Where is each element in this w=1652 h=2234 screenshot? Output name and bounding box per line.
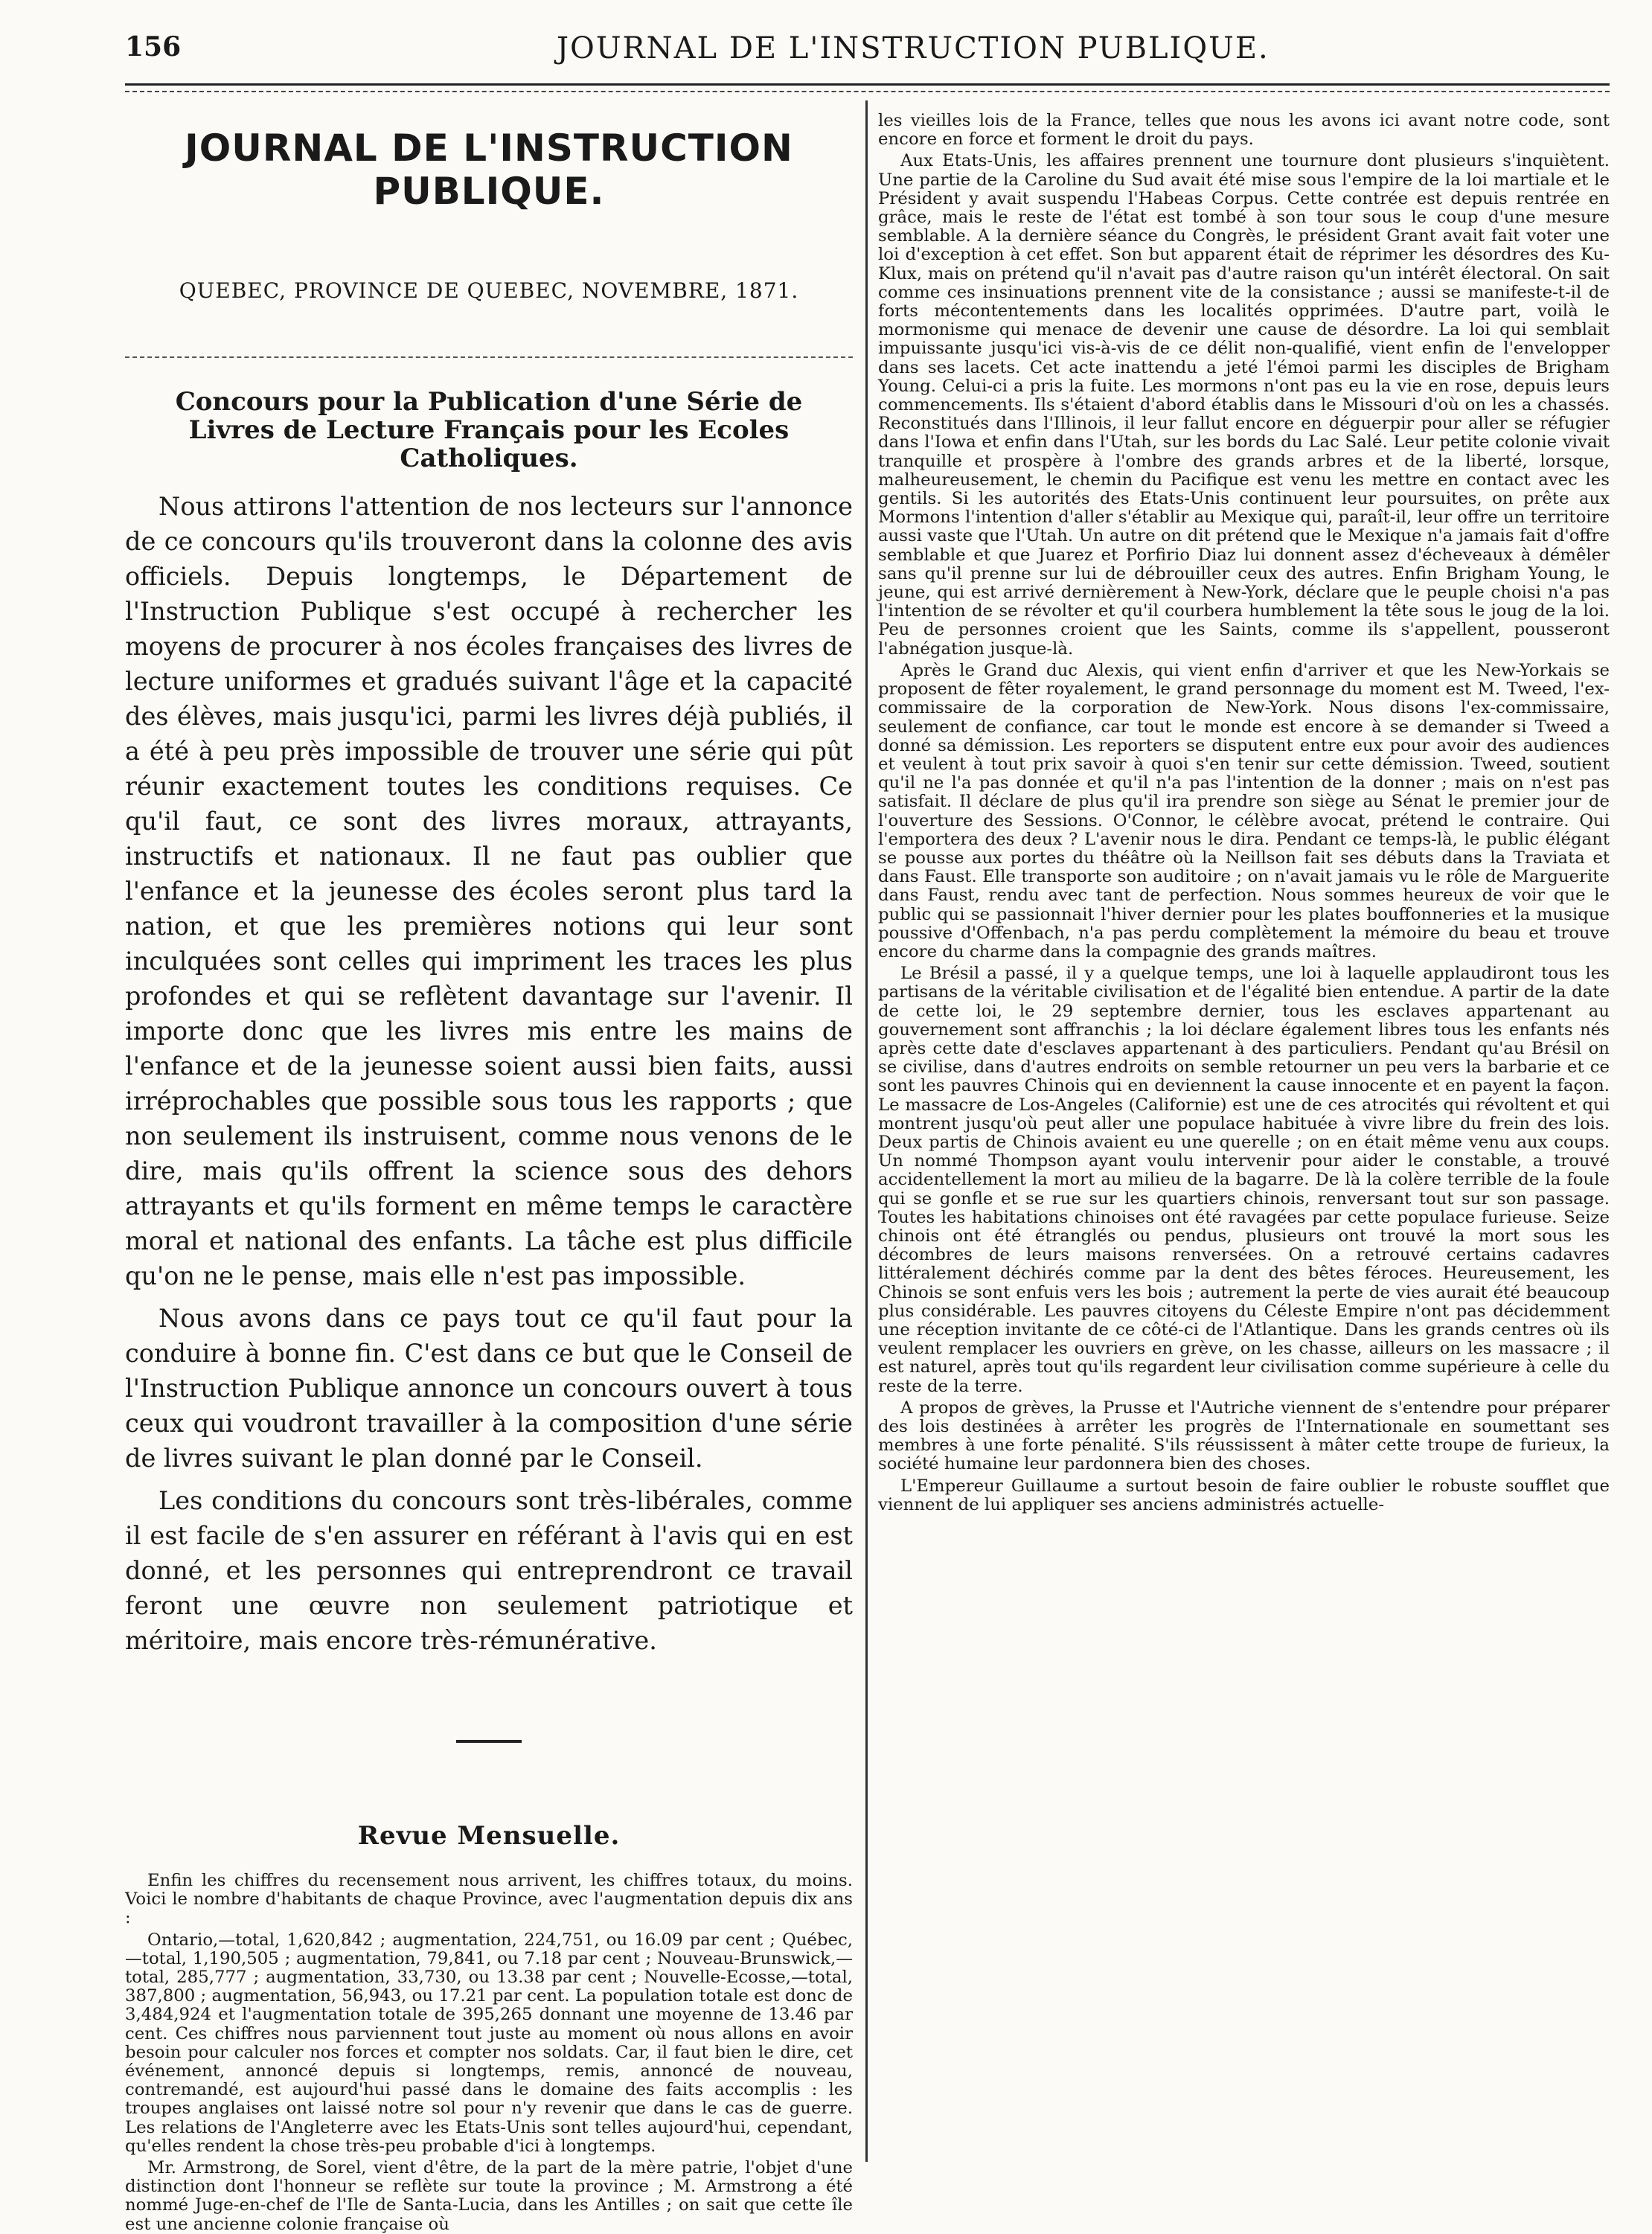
revue-heading: Revue Mensuelle.	[357, 1821, 621, 1851]
concours-heading: Concours pour la Publication d'une Série de Livres de Lecture Français pour les Ecoles Catholiques.	[175, 387, 803, 473]
article-paragraph: Mr. Armstrong, de Sorel, vient d'être, de la part de la mère patrie, l'objet d'une distinction dont l'honneur se reflète sur toute la province ; M. Armstrong a été nommé Juge-en-chef de l'Ile de Santa-Lucia, dans les Antilles ; on sait que cette île est une ancienne colonie française où	[125, 2158, 853, 2234]
article-paragraph: Nous avons dans ce pays tout ce qu'il faut pour la conduire à bonne fin. C'est dans ce but que le Conseil de l'Instruction Publique annonce un concours ouvert à tous ceux qui voudront travailler à la composition d'une série de livres suivant le plan donné par le Conseil.	[125, 1304, 853, 1473]
running-head	[125, 31, 1610, 76]
right-column	[878, 112, 1610, 2166]
page-number: 156	[125, 31, 182, 63]
article-paragraph: les vieilles lois de la France, telles que nous les avons ici avant notre code, sont encore en force et forment le droit du pays.	[878, 111, 1610, 150]
dateline-rule	[125, 356, 853, 358]
header-rule	[125, 83, 1610, 86]
revue-left-text	[125, 1872, 853, 2234]
article-paragraph: Aux Etats-Unis, les affaires prennent une tournure dont plusieurs s'inquiètent. Une partie de la Caroline du Sud avait été mise sous l'empire de la loi martiale et le Président y avait suspendu l'Habeas Corpus. Cette contrée est depuis rentrée en grâce, mais le reste de l'état est tombé à son tour sous le coup d'une mesure semblable. A la dernière séance du Congrès, le président Grant avait fait voter une loi d'exception à cet effet. Son but apparent était de réprimer les désordres des Ku-Klux, mais on prétend qu'il n'avait pas d'autre raison qu'un intérêt électoral. On sait comme ces insinuations prennent vite de la consistance ; aussi se manifeste-t-il de forts mécontentements dans les localités opprimées. D'autre part, voilà le mormonisme qui menace de devenir une cause de désordre. La loi qui semblait impuissante jusqu'ici vis-à-vis de ce délit non-qualifié, vient enfin de l'envelopper dans ses lacets. Cet acte inattendu a jeté l'émoi parmi les disciples de Brigham Young. Celui-ci a pris la fuite. Les mormons n'ont pas eu la vie en rose, depuis leurs commencements. Ils s'étaient d'abord établis dans le Missouri d'où on les a chassés. Reconstitués dans l'Illinois, il leur fallut encore en déguerpir pour aller se réfugier dans l'Iowa et enfin dans l'Utah, sur les bords du Lac Salé. Leur petite colonie vivait tranquille et prospère à l'ombre des grands arbres et de la liberté, lorsque, malheureusement, le chemin du Pacifique est venu les mettre en contact avec les gentils. Si les autorités des Etats-Unis continuent leur poursuites, on prête aux Mormons l'intention d'aller s'établir au Mexique qui, paraît-il, leur offre un territoire aussi vaste que l'Utah. Un autre on dit prétend que le Mexique n'a jamais fait d'offre semblable et que Juarez et Porfirio Diaz lui donnent assez d'écheveaux à démêler sans qu'il prenne sur lui de débrouiller ceux des autres. Enfin Brigham Young, le jeune, qui est arrivé dernièrement à New-York, déclare que le peuple choisi n'a pas l'intention de se révolter et qu'il courbera humblement la tête sous le joug de la loi. Peu de personnes croient que les Saints, comme ils s'appellent, pousseront l'abnégation jusque-là.	[878, 151, 1610, 659]
article-paragraph: Nous attirons l'attention de nos lecteurs sur l'annonce de ce concours qu'ils trouveront dans la colonne des avis officiels. Depuis longtemps, le Département de l'Instruction Publique s'est occupé à rechercher les moyens de procurer à nos écoles françaises des livres de lecture uniformes et gradués suivant l'âge et la capacité des élèves, mais jusqu'ici, parmi les livres déjà publiés, il a été à peu près impossible de trouver une série qui pût réunir exactement toutes les conditions requises. Ce qu'il faut, ce sont des livres moraux, attrayants, instructifs et nationaux. Il ne faut pas oublier que l'enfance et la jeunesse des écoles seront plus tard la nation, et que les premières notions qui leur sont inculquées sont celles qui impriment les traces les plus profondes et qui se reflètent davantage sur l'avenir. Il importe donc que les livres mis entre les mains de l'enfance et de la jeunesse soient aussi bien faits, aussi irréprochables que possible sous tous les rapports ; que non seulement ils instruisent, comme nous venons de le dire, mais qu'ils offrent la science sous des dehors attrayants et qu'ils forment en même temps le caractère moral et national des enfants. La tâche est plus difficile qu'on ne le pense, mais elle n'est pas impossible.	[125, 492, 853, 1290]
dateline: QUEBEC, PROVINCE DE QUEBEC, NOVEMBRE, 1871.	[179, 278, 799, 303]
article-paragraph: Après le Grand duc Alexis, qui vient enfin d'arriver et que les New-Yorkais se proposent de fêter royalement, le grand personnage du moment est M. Tweed, l'ex-commissaire de la corporation de New-York. Nous disons l'ex-commissaire, seulement de confiance, car tout le monde est encore à se demander si Tweed a donné sa démission. Les reporters se disputent entre eux pour avoir des audiences et veulent à tout prix savoir à quoi s'en tenir sur cette démission. Tweed, soutient qu'il ne l'a pas donnée et qu'il n'a pas l'intention de la donner ; mais on n'est pas satisfait. Il déclare de plus qu'il ira prendre son siège au Sénat le premier jour de l'ouverture des Sessions. O'Connor, le célèbre avocat, prétend le contraire. Qui l'emportera des deux ? L'avenir nous le dira. Pendant ce temps-là, le public élégant se pousse aux portes du théâtre où la Neillson fait ses débuts dans la Traviata et dans Faust. Elle transporte son auditoire ; on n'avait jamais vu le rôle de Marguerite dans Faust, rendu avec tant de perfection. Nous sommes heureux de voir que le public qui se passionnait l'hiver dernier pour les plates bouffonneries et la musique poussive d'Offenbach, n'a pas perdu complètement la mémoire du beau et trouve encore du charme dans la compagnie des grands maîtres.	[878, 660, 1610, 961]
masthead: JOURNAL DE L'INSTRUCTION PUBLIQUE.	[185, 127, 793, 213]
article-paragraph: Enfin les chiffres du recensement nous arrivent, les chiffres totaux, du moins. Voici le nombre d'habitants de chaque Province, avec l'augmentation depuis dix ans :	[125, 1871, 853, 1928]
article-paragraph: Le Brésil a passé, il y a quelque temps, une loi à laquelle applaudiront tous les partisans de la véritable civilisation et de l'égalité bien entendue. A partir de la date de cette loi, le 29 septembre dernier, tous les esclaves appartenant au gouvernement sont affranchis ; la loi déclare également libres tous les enfants nés après cette date d'esclaves appartenant à des particuliers. Pendant qu'au Brésil on se civilise, dans d'autres endroits on semble retourner un peu vers la barbarie et ce sont les pauvres Chinois qui en deviennent la cause innocente et en payent la façon. Le massacre de Los-Angeles (Californie) est une de ces atrocités qui révoltent et qui montrent jusqu'où peut aller une populace habituée à vivre libre du frein des lois. Deux partis de Chinois avaient eu une querelle ; on en était même venu aux coups. Un nommé Thompson ayant voulu intervenir pour aider le constable, a trouvé accidentellement la mort au milieu de la bagarre. De là la colère terrible de la foule qui se gonfle et se rue sur les quartiers chinois, renversant tout sur son passage. Toutes les habitations chinoises ont été ravagées par cette populace furieuse. Seize chinois ont été étranglés ou pendus, plusieurs ont trouvé la mort sous les décombres de leurs maisons renversées. On a retrouvé certains cadavres littéralement déchirés comme par la dent des bêtes féroces. Heureusement, les Chinois se sont enfuis vers les bois ; autrement la perte de vies aurait été beaucoup plus considérable. Les pauvres citoyens du Céleste Empire n'ont pas décidemment une réception invitante de ce côté-ci de l'Atlantique. Dans les grands centres où ils veulent remplacer les ouvriers en grève, on les chasse, ailleurs on les massacre ; il est naturel, après tout qu'ils regardent leur civilisation comme supérieure à celle du reste de la terre.	[878, 964, 1610, 1396]
section-separator	[456, 1740, 522, 1743]
article-paragraph: A propos de grèves, la Prusse et l'Autriche viennent de s'entendre pour préparer des lois destinées à arrêter les progrès de l'Internationale en soumettant ses membres à une forte pénalité. S'ils réussissent à mâter cette troupe de furieux, la société humaine leur pardonnera bien des choses.	[878, 1398, 1610, 1474]
article-paragraph: Ontario,—total, 1,620,842 ; augmentation, 224,751, ou 16.09 par cent ; Québec,—total, 1,190,505 ; augmentation, 79,841, ou 7.18 par cent ; Nouveau-Brunswick,—total, 285,777 ; augmentation, 33,730, ou 13.38 par cent ; Nouvelle-Ecosse,—total, 387,800 ; augmentation, 56,943, ou 17.21 par cent. La population totale est donc de 3,484,924 et l'augmentation totale de 395,265 donnant une moyenne de 13.46 par cent. Ces chiffres nous parviennent tout juste au moment où nous allons en avoir besoin pour calculer nos forces et compter nos soldats. Car, il faut bien le dire, cet événement, annoncé depuis si longtemps, remis, annoncé de nouveau, contremandé, est aujourd'hui passé dans le domaine des faits accomplis : les troupes anglaises ont laissé notre sol pour n'y revenir que dans le cas de guerre. Les relations de l'Angleterre avec les Etats-Unis sont telles aujourd'hui, cependant, qu'elles rendent la chose très-peu probable d'ici à longtemps.	[125, 1930, 853, 2156]
article-paragraph: Les conditions du concours sont très-libérales, comme il est facile de s'en assurer en référant à l'avis qui en est donné, et les personnes qui entreprendront ce travail feront une œuvre non seulement patriotique et méritoire, mais encore très-rémunérative.	[125, 1486, 853, 1655]
concours-article	[125, 489, 853, 1658]
left-column	[125, 112, 853, 2234]
article-paragraph: L'Empereur Guillaume a surtout besoin de faire oublier le robuste soufflet que viennent de lui appliquer ses anciens administrés actuelle-	[878, 1476, 1610, 1514]
header-rule-dashed	[125, 91, 1610, 92]
revue-right-text	[878, 112, 1610, 1514]
column-divider	[865, 100, 868, 2162]
running-head-title: JOURNAL DE L'INSTRUCTION PUBLIQUE.	[557, 31, 1270, 65]
